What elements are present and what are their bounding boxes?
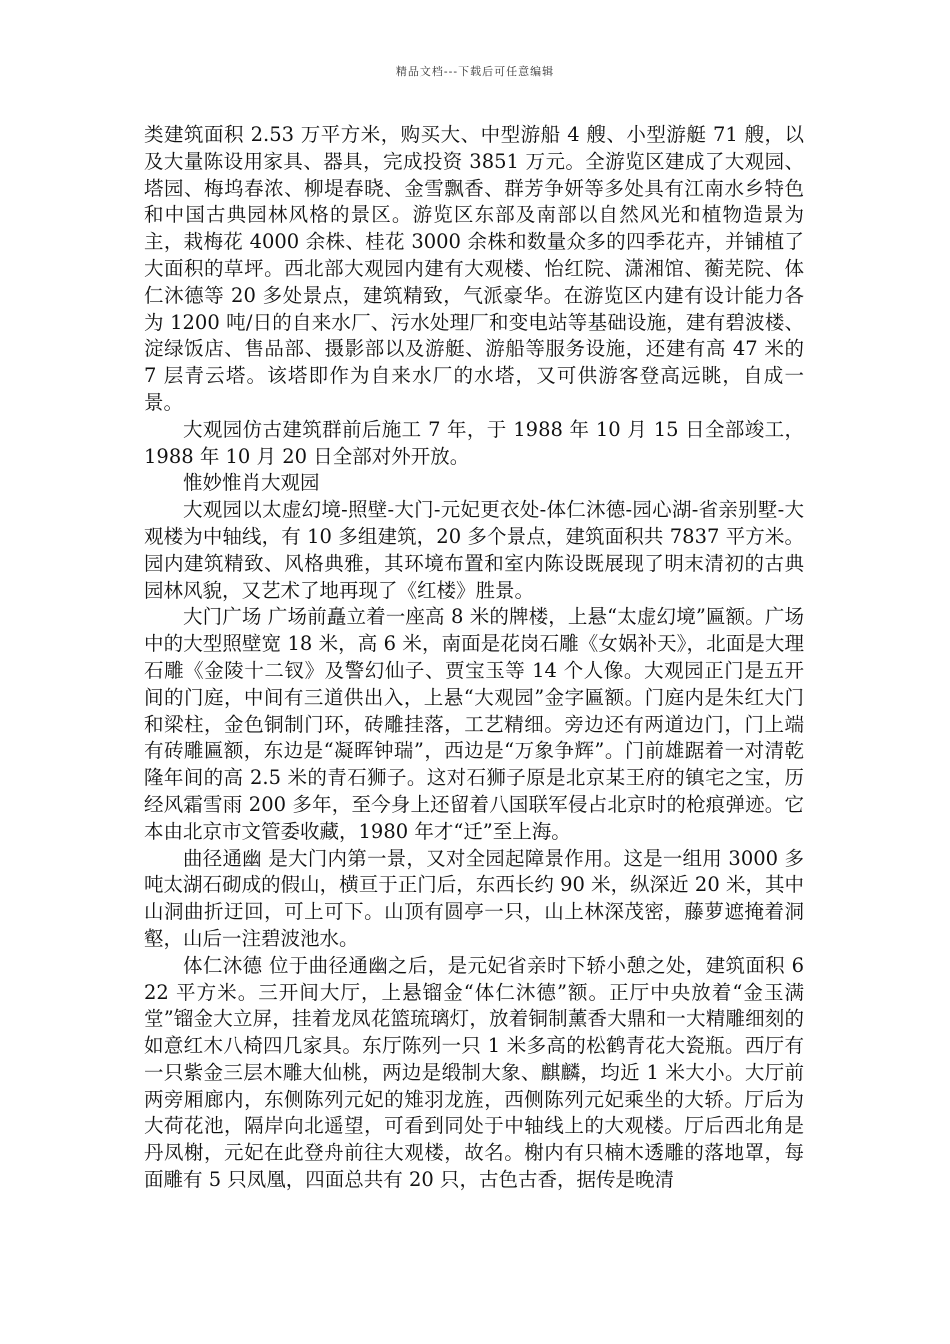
page-header: 精品文档---下载后可任意编辑: [395, 65, 555, 78]
paragraph-central-axis: 大观园以太虚幻境-照壁-大门-元妃更衣处-体仁沐德-园心湖-省亲别墅-大观楼为中轴线，有 10 多组建筑，20 多个景点，建筑面积共 7837 平方米。园内建筑精致、风格典雅，其环境布置和室内陈设既展现了明末清初的古典园林风貌，又艺术了地再现了《红楼》胜景。: [144, 498, 804, 602]
paragraph-continued-construction: 类建筑面积 2.53 万平方米，购买大、中型游船 4 艘、小型游艇 71 艘，以及大量陈设用家具、器具，完成投资 3851 万元。全游览区建成了大观园、塔园、梅坞春浓、柳堤春晓、金雪飘香、群芳争妍等多处具有江南水乡特色和中国古典园林风格的景区。游览区东部及南部以自然风光和植物造景为主，栽梅花 4000 余株、桂花 3000 余株和数量众多的四季花卉，并铺植了大面积的草坪。西北部大观园内建有大观楼、怡红院、潇湘馆、蘅芜院、体仁沐德等 20 多处景点，建筑精致，气派豪华。在游览区内建有设计能力各为 1200 吨/日的自来水厂、污水处理厂和变电站等基础设施，建有碧波楼、淀绿饭店、售品部、摄影部以及游艇、游船等服务设施，还建有高 47 米的 7 层青云塔。该塔即作为自来水厂的水塔，又可供游客登高远眺，自成一景。: [144, 123, 804, 414]
paragraph-tiren-mude: 体仁沐德 位于曲径通幽之后，是元妃省亲时下轿小憩之处，建筑面积 622 平方米。三开间大厅，上悬镏金“体仁沐德”额。正厅中央放着“金玉满堂”镏金大立屏，挂着龙凤花篮琉璃灯，放着铜制薰香大鼎和一大精雕细刻的如意红木八椅四几家具。东厅陈列一只 1 米多高的松鹤青花大瓷瓶。西厅有一只紫金三层木雕大仙桃，两边是缎制大象、麒麟，均近 1 米大小。大厅前两旁厢廊内，东侧陈列元妃的雉羽龙旌，西侧陈列元妃乘坐的大轿。厅后为大荷花池，隔岸向北遥望，可看到同处于中轴线上的大观楼。厅后西北角是丹凤榭，元妃在此登舟前往大观楼，故名。榭内有只楠木透雕的落地罩，每面雕有 5 只凤凰，四面总共有 20 只，古色古香，据传是晚清: [144, 953, 804, 1192]
document-body: [144, 122, 804, 1194]
paragraph-gate-square: 大门广场 广场前矗立着一座高 8 米的牌楼，上悬“太虚幻境”匾额。广场中的大型照壁宽 18 米，高 6 米，南面是花岗石雕《女娲补天》，北面是大理石雕《金陵十二钗》及警幻仙子、贾宝玉等 14 个人像。大观园正门是五开间的门庭，中间有三道供出入，上悬“大观园”金字匾额。门庭内是朱红大门和梁柱，金色铜制门环，砖雕挂落，工艺精细。旁边还有两道边门，门上端有砖雕匾额，东边是“凝晖钟瑞”，西边是“万象争辉”。门前雄踞着一对清乾隆年间的高 2.5 米的青石狮子。这对石狮子原是北京某王府的镇宅之宝，历经风霜雪雨 200 多年，至今身上还留着八国联军侵占北京时的枪痕弹迹。它本由北京市文管委收藏，1980 年才“迁”至上海。: [144, 605, 804, 843]
paragraph-completion-date: 大观园仿古建筑群前后施工 7 年，于 1988 年 10 月 15 日全部竣工，1988 年 10 月 20 日全部对外开放。: [144, 417, 804, 468]
section-heading: 惟妙惟肖大观园: [183, 471, 320, 495]
paragraph-winding-path: 曲径通幽 是大门内第一景，又对全园起障景作用。这是一组用 3000 多吨太湖石砌成的假山，横亘于正门后，东西长约 90 米，纵深近 20 米，其中山洞曲折迂回，可上可下。山顶有圆亭一只，山上林深茂密，藤萝遮掩着洞壑，山后一注碧波池水。: [144, 846, 804, 950]
